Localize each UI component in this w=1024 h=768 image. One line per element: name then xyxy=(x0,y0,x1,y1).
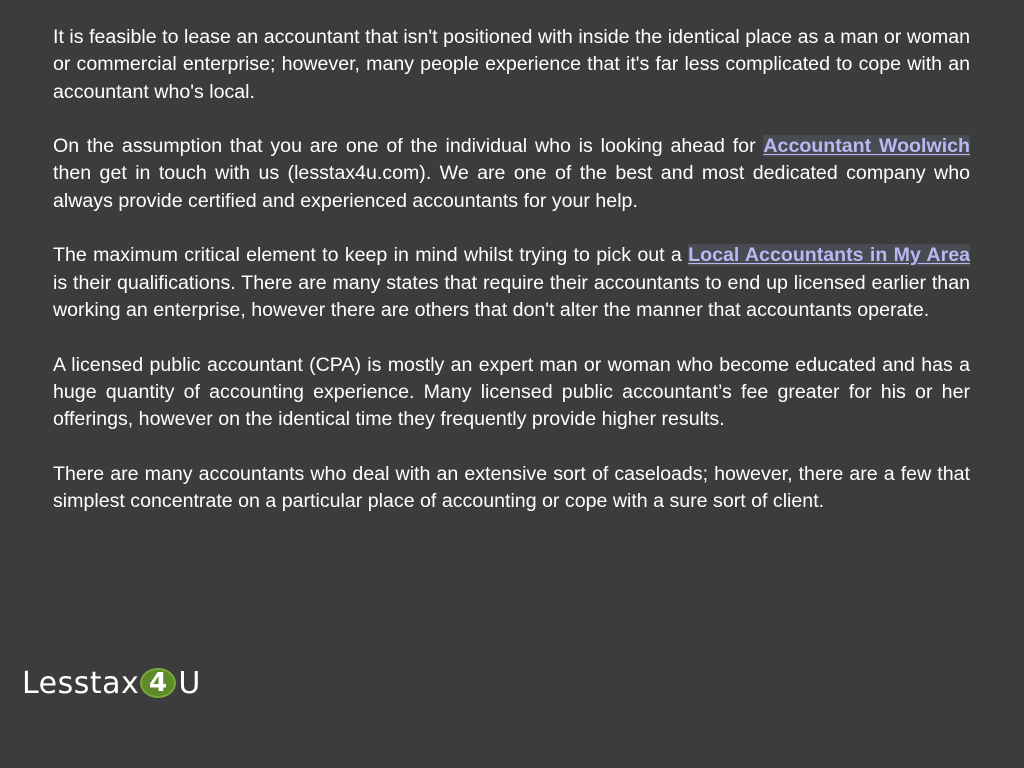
logo-prefix: Lesstax xyxy=(22,665,140,701)
paragraph-2-text-after: then get in touch with us (lesstax4u.com). We are one of the best and most dedicated company who always provide certified and experienced accountants for your help. xyxy=(53,162,970,212)
paragraph-4-text: A licensed public accountant (CPA) is mostly an expert man or woman who become educated and has a huge quantity of accounting experience. Many licensed public accountant’s fee greater for his or her offerings, however on the identical time they frequently provide higher results. xyxy=(53,353,970,431)
lesstax4u-logo xyxy=(22,664,201,702)
paragraph-5-text: There are many accountants who deal with an extensive sort of caseloads; however, there are a few that simplest concentrate on a particular place of accounting or cope with a sure sort of client. xyxy=(53,462,970,513)
logo-badge: 4 xyxy=(140,668,176,698)
logo-suffix: U xyxy=(178,665,201,701)
paragraph-2-text-before: On the assumption that you are one of the individual who is looking ahead for xyxy=(53,135,764,158)
paragraph-4 xyxy=(53,352,970,434)
paragraph-5 xyxy=(53,461,970,516)
local-accountants-link[interactable]: Local Accountants in My Area xyxy=(688,244,970,267)
accountant-woolwich-link[interactable]: Accountant Woolwich xyxy=(763,135,971,158)
paragraph-1-text: It is feasible to lease an accountant that isn't positioned with inside the identical place as a man or woman or commercial enterprise; however, many people experience that it's far less complicated to cope with an accountant who's local. xyxy=(53,26,970,103)
paragraph-1 xyxy=(53,24,970,106)
article-body xyxy=(53,24,970,543)
paragraph-3-text-before: The maximum critical element to keep in mind whilst trying to pick out a xyxy=(53,244,689,267)
paragraph-3 xyxy=(53,242,970,324)
paragraph-2 xyxy=(53,133,970,215)
paragraph-3-text-after: is their qualifications. There are many states that require their accountants to end up licensed earlier than working an enterprise, however there are others that don't alter the manner that accountants operate. xyxy=(53,271,970,321)
